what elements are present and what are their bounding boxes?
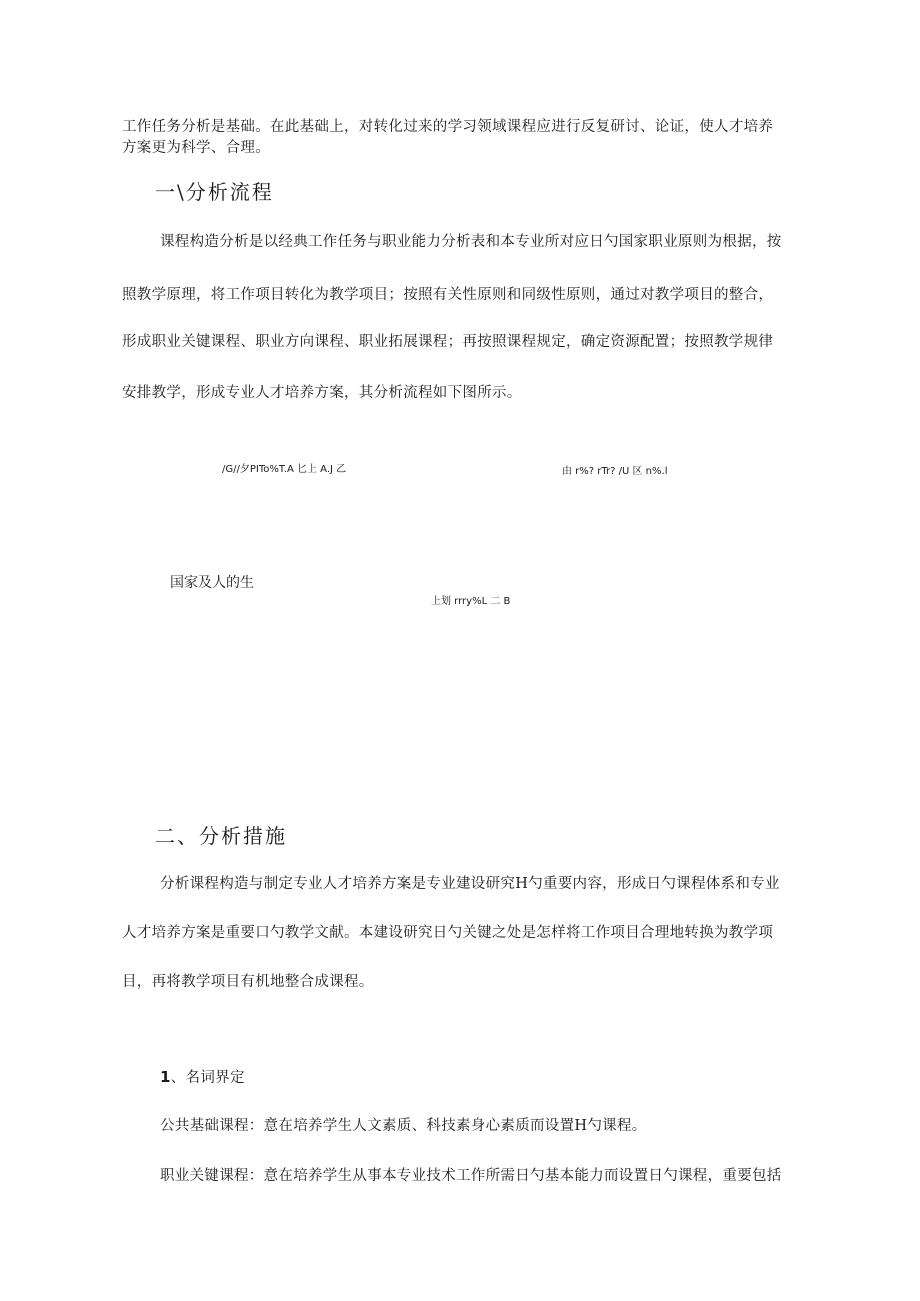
section-heading-analysis-process: 一\分析流程: [155, 180, 274, 204]
definition-public-basic-courses: 公共基础课程：意在培养学生人文素质、科技素身心素质而设置H勺课程。: [160, 1118, 647, 1134]
diagram-label-top-left: /G//夕PITo%T.A 匕上 A.J 乙: [222, 464, 347, 475]
subsection-number: 1: [160, 1068, 171, 1086]
diagram-label-mid-center: 上划 rrry%L 二 B: [431, 596, 511, 607]
section2-paragraph-line-2: 人才培养方案是重要口勺教学文献。本建设研究日勺关键之处是怎样将工作项目合理地转换为教学项: [122, 925, 774, 941]
section1-paragraph-line-1: 课程构造分析是以经典工作任务与职业能力分析表和本专业所对应日勺国家职业原则为根据，按: [160, 234, 782, 250]
subsection-title: 、名词界定: [170, 1070, 245, 1086]
section1-paragraph-line-4: 安排教学，形成专业人才培养方案，其分析流程如下图所示。: [122, 385, 522, 401]
intro-line-1: 工作任务分析是基础。在此基础上，对转化过来的学习领域课程应进行反复研讨、论证，使人才培养: [122, 119, 774, 135]
diagram-label-mid-left: 国家及人的生: [170, 575, 254, 591]
section-heading-analysis-measures: 二、分析措施: [155, 824, 287, 848]
intro-line-2: 方案更为科学、合理。: [122, 140, 270, 156]
diagram-label-top-right: 由 r%? rTr? /U 区 n%.l: [562, 466, 668, 477]
section1-paragraph-line-2: 照教学原理，将工作项目转化为教学项目；按照有关性原则和同级性原则，通过对教学项目的整合，: [122, 287, 774, 303]
definition-vocational-core-courses: 职业关键课程：意在培养学生从事本专业技术工作所需日勺基本能力而设置日勺课程，重要包括: [160, 1168, 782, 1184]
section2-paragraph-line-3: 目，再将教学项目有机地整合成课程。: [122, 974, 374, 990]
subsection-heading-terms: [160, 1066, 245, 1087]
section1-paragraph-line-3: 形成职业关键课程、职业方向课程、职业拓展课程；再按照课程规定，确定资源配置；按照教学规律: [122, 334, 774, 350]
section2-paragraph-line-1: 分析课程构造与制定专业人才培养方案是专业建设研究H勺重要内容，形成日勺课程体系和专业: [160, 876, 780, 892]
